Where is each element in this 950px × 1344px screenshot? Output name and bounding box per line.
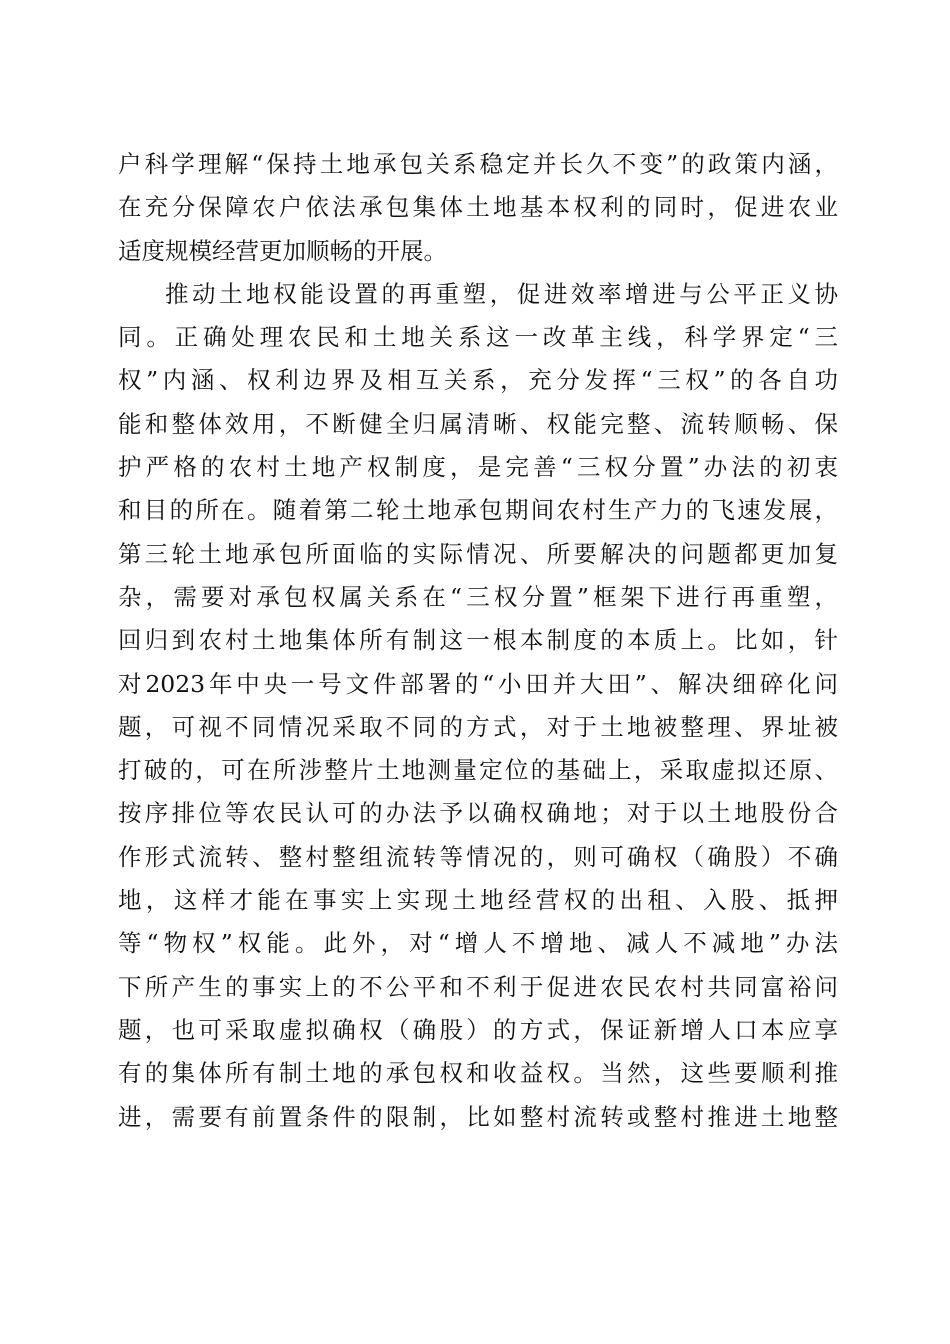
- text-line: 下所产生的事实上的不公平和不利于促进农民农村共同富裕问: [118, 972, 838, 1001]
- text-line: 进，需要有前置条件的限制，比如整村流转或整村推进土地整: [118, 1102, 838, 1131]
- paragraph-2: [118, 273, 838, 1182]
- text-line: 等“物权”权能。此外，对“增人不增地、减人不减地”办法: [118, 929, 838, 958]
- text-line: 适度规模经营更加顺畅的开展。: [118, 236, 447, 265]
- text-line: 地，这样才能在事实上实现土地经营权的出租、入股、抵押: [118, 886, 838, 915]
- text-line: 题，可视不同情况采取不同的方式，对于土地被整理、界址被: [118, 712, 838, 741]
- paragraph-1: [118, 143, 838, 273]
- text-line: 第三轮土地承包所面临的实际情况、所要解决的问题都更加复: [118, 539, 838, 568]
- text-line: 在充分保障农户依法承包集体土地基本权利的同时，促进农业: [118, 193, 838, 222]
- text-line: 回归到农村土地集体所有制这一根本制度的本质上。比如，针: [118, 626, 838, 655]
- text-line: 和目的所在。随着第二轮土地承包期间农村生产力的飞速发展，: [118, 496, 838, 525]
- text-line: 作形式流转、整村整组流转等情况的，则可确权（确股）不确: [118, 842, 838, 871]
- text-line: 对2023年中央一号文件部署的“小田并大田”、解决细碎化问: [118, 669, 838, 698]
- text-line: 能和整体效用，不断健全归属清晰、权能完整、流转顺畅、保: [118, 409, 838, 438]
- text-line: 推动土地权能设置的再重塑，促进效率增进与公平正义协: [165, 279, 838, 308]
- text-line: 杂，需要对承包权属关系在“三权分置”框架下进行再重塑，: [118, 582, 838, 611]
- text-line: 权”内涵、权利边界及相互关系，充分发挥“三权”的各自功: [118, 366, 838, 395]
- text-line: 有的集体所有制土地的承包权和收益权。当然，这些要顺利推: [118, 1059, 838, 1088]
- text-line: 打破的，可在所涉整片土地测量定位的基础上，采取虚拟还原、: [118, 756, 838, 785]
- text-line: 题，也可采取虚拟确权（确股）的方式，保证新增人口本应享: [118, 1015, 838, 1044]
- text-line: [118, 1139, 838, 1182]
- text-line: 护严格的农村土地产权制度，是完善“三权分置”办法的初衷: [118, 453, 838, 482]
- text-line: 同。正确处理农民和土地关系这一改革主线，科学界定“三: [118, 323, 838, 352]
- text-line: 户科学理解“保持土地承包关系稳定并长久不变”的政策内涵，: [118, 150, 838, 178]
- document-body: [118, 143, 838, 1182]
- text-line: 按序排位等农民认可的办法予以确权确地；对于以土地股份合: [118, 799, 838, 828]
